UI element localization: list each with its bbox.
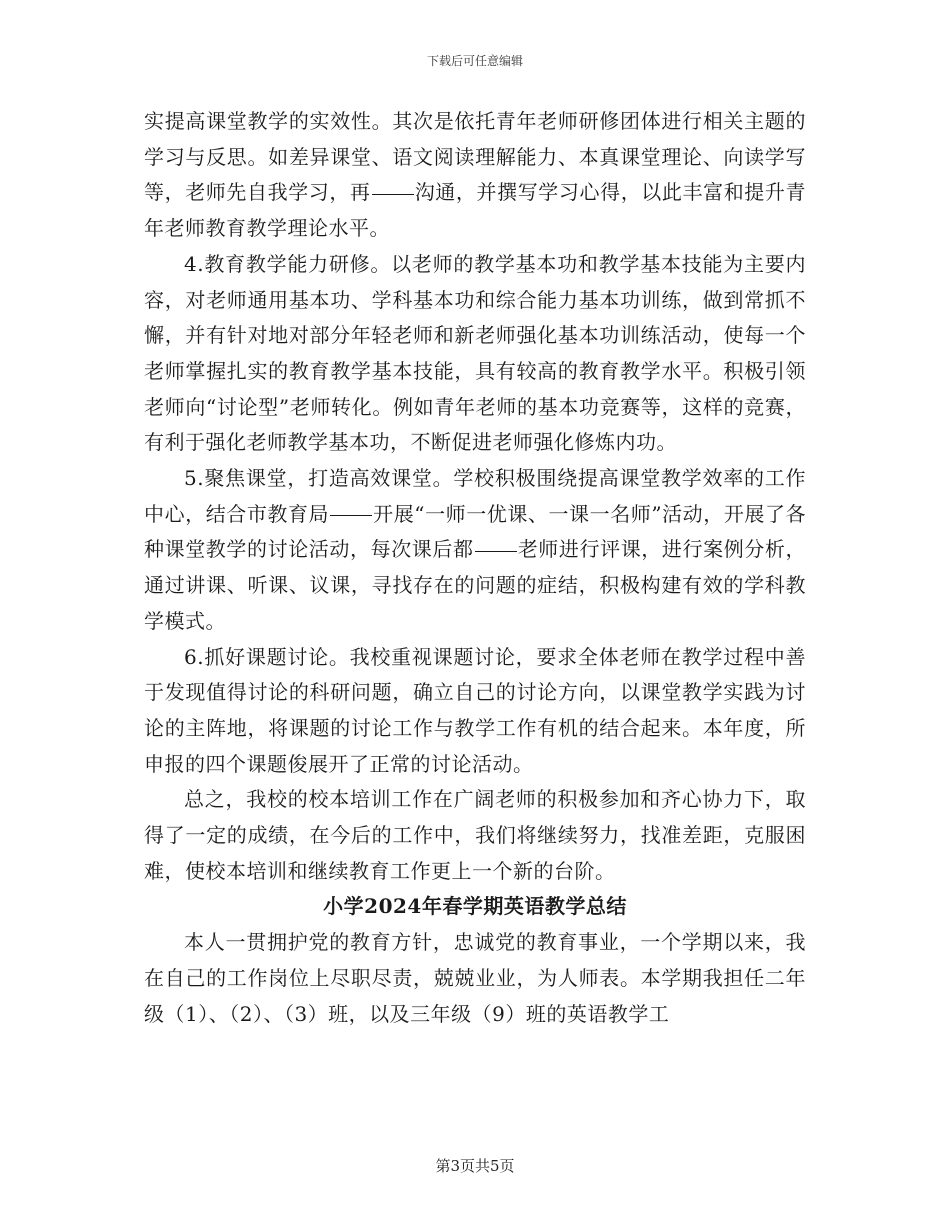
fill-blank xyxy=(330,514,372,516)
paragraph-text: 沟通，并撰写学习心得，以此丰富和提升青年老师教育教学理论水平。 xyxy=(144,180,807,241)
paragraph-text: 开展“一师一优课、一课一名师”活动，开展了各种课堂教学的讨论活动，每次课后都 xyxy=(144,501,807,562)
section-title: 小学2024年春学期英语教学总结 xyxy=(323,894,627,919)
document-body xyxy=(144,104,806,1032)
paragraph-summary: 总之，我校的校本培训工作在广阔老师的积极参加和齐心协力下，取得了一定的成绩，在今后的工作中，我们将继续努力，找准差距，克服困难，使校本培训和继续教育工作更上一个新的台阶。 xyxy=(144,787,806,883)
paragraph-text: 5.聚焦课堂，打造高效课堂。学校积极围绕提高课堂教学效率的工作中心，结合市教育局 xyxy=(144,466,806,526)
paragraph-intro: 本人一贯拥护党的教育方针，忠诚党的教育事业，一个学期以来，我在自己的工作岗位上尽职尽责，兢兢业业，为人师表。本学期我担任二年级（1）、（2）、（3）班，以及三年级（9）班的英语教学工 xyxy=(144,930,806,1026)
paragraph-continued xyxy=(144,104,806,247)
paragraph-text: 实提高课堂教学的实效性。其次是依托青年老师研修团体进行相关主题的学习与反思。如差异课堂、语文阅读理解能力、本真课堂理论、向读学写等，老师先自我学习，再 xyxy=(144,109,806,205)
fill-blank xyxy=(372,193,414,195)
paragraph-item-4: 4.教育教学能力研修。以老师的教学基本功和教学基本技能为主要内容，对老师通用基本功、学科基本功和综合能力基本功训练，做到常抓不懈，并有针对地对部分年轻老师和新老师强化基本功训练活动，使每一个老师掌握扎实的教育教学基本技能，具有较高的教育教学水平。积极引领老师向“讨论型”老师转化。例如青年老师的基本功竞赛等，这样的竞赛，有利于强化老师教学基本功，不断促进老师强化修炼内功。 xyxy=(144,251,806,455)
paragraph-item-5 xyxy=(144,461,806,640)
paragraph-item-6: 6.抓好课题讨论。我校重视课题讨论，要求全体老师在教学过程中善于发现值得讨论的科研问题，确立自己的讨论方向，以课堂教学实践为讨论的主阵地，将课题的讨论工作与教学工作有机的结合起来。本年度，所申报的四个课题俊展开了正常的讨论活动。 xyxy=(144,644,806,776)
paragraph-text: 老师进行评课，进行案例分析，通过讲课、听课、议课，寻找存在的问题的症结，积极构建有效的学科教学模式。 xyxy=(144,537,807,633)
page-header-note: 下载后可任意编辑 xyxy=(426,54,523,68)
fill-blank xyxy=(475,550,517,552)
page-number: 第3页共5页 xyxy=(435,1157,515,1175)
